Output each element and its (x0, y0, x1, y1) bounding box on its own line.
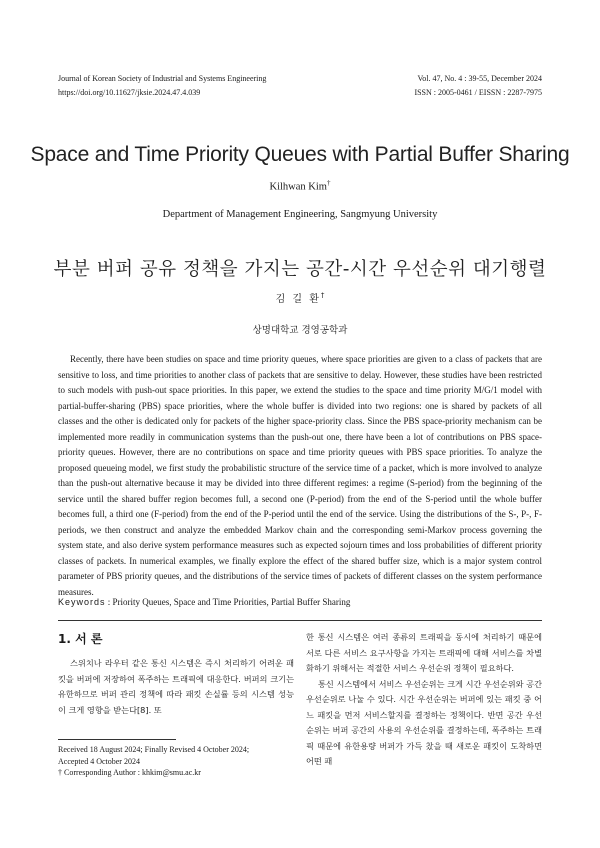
journal-header-right (414, 72, 542, 100)
keywords-label: Keywords (58, 597, 106, 607)
keywords-text: Priority Queues, Space and Time Priorities, Partial Buffer Sharing (112, 597, 351, 607)
right-column (306, 630, 542, 770)
paper-title-ko: 부분 버퍼 공유 정책을 가지는 공간-시간 우선순위 대기행렬 (53, 259, 547, 280)
section-title: 1. 서 론 (58, 632, 103, 646)
right-column-paragraph-2: 통신 시스템에서 서비스 우선순위는 크게 시간 우선순위와 공간 우선순위로 나눌 수 있다. 시간 우선순위는 버퍼에 있는 패킷 중 어느 패킷을 먼저 서비스할지를 결정하는 정책이다. 반면 공간 우선순위는 버퍼 공간의 사용의 우선순위를 결정하는데, 폭주하는 트래픽 때문에 유한용량 버퍼가 가득 찼을 때 새로운 패킷이 도착하면 어떤 패 (306, 678, 542, 766)
affiliation-ko: 상명대학교 경영공학과 (252, 325, 348, 336)
doi-link[interactable]: https://doi.org/10.11627/jksie.2024.47.4.039 (58, 88, 201, 97)
author-ko (0, 290, 600, 305)
author-name-en: Kilhwan Kim (269, 181, 327, 193)
abstract: Recently, there have been studies on space and time priority queues, where space priorities are given to a class of packets that are sensitive to loss, and time priorities to another class of packets that are sensitive to delay. However, these studies have been restricted to such models with push-out space priorities. In this paper, we extend the studies to the space and time priority M/G/1 model with partial-buffer-sharing (PBS) space priorities, where the whole buffer is divided into two regions: one is shared by packets of all classes and the other is dedicated only for packets of the higher space-priority class. Since the PBS space-priority mechanism can be implemented more readily in communication systems than the push-out one, there have been a lot of contributions on PBS space-priority queues. However, there are no contributions on space and time priority queues with PBS space priorities. To analyze the proposed queueing model, we first study the probabilistic structure of the service time of a packet, which is more involved to analyze than the push-out alternative because it may be divided into three different regimes: a regime (S-period) from the beginning of the service until the shared buffer region becomes full, a second one (P-period) from the end of the S-period until the whole buffer becomes full, a third one (F-period) from the end of the P-period until the end of the service. Using the distributions of the S-, P-, F-periods, we then construct and analyze the embedded Markov chain and the corresponding semi-Markov process governing the system state, and also derive system performance measures such as expected sojourn times and loss probabilities of different priority classes of packets. In numerical examples, we finally explore the effect of the shared buffer size, which is a major system control parameter of PBS priority queues, and the distributions of the service times of packets of different classes on the system performance measures. (58, 354, 542, 597)
author-mark: † (326, 179, 331, 187)
author-mark-ko: † (320, 291, 325, 300)
author-en (0, 179, 600, 193)
affiliation-en: Department of Management Engineering, Sangmyung University (162, 209, 438, 220)
volume-info: Vol. 47, No. 4 : 39-55, December 2024 (417, 74, 542, 83)
received-date: Received 18 August 2024; Finally Revised 4 October 2024; (58, 745, 250, 754)
author-name-ko: 김 길 환 (275, 294, 321, 305)
journal-header-left (58, 72, 266, 100)
keywords (58, 597, 542, 607)
corresponding-text: Corresponding Author : khkim@smu.ac.kr (64, 768, 201, 777)
corresponding-author (58, 767, 294, 779)
journal-name: Journal of Korean Society of Industrial and Systems Engineering (58, 74, 267, 83)
left-column (58, 630, 294, 718)
footnote-divider (58, 739, 176, 740)
accepted-date: Accepted 4 October 2024 (58, 756, 140, 766)
left-column-text: 스위치나 라우터 같은 통신 시스템은 즉시 처리하기 어려운 패킷을 버퍼에 저장하여 폭주하는 트래픽에 대응한다. 버퍼의 크기는 유한하므로 버퍼 관리 정책에 따라 패킷 손실률 등의 시스템 성능이 크게 영향을 받는다[8]. 또 (58, 658, 294, 715)
corresponding-mark: † (58, 768, 62, 777)
keywords-separator: : (105, 597, 113, 607)
right-column-paragraph-1: 한 통신 시스템은 여러 종류의 트래픽을 동시에 처리하기 때문에 서로 다른 서비스 요구사항을 가지는 트래픽에 대해 서비스를 차별화하기 위해서는 적절한 서비스 우선순위 정책이 필요하다. (306, 632, 542, 673)
issn-info: ISSN : 2005-0461 / EISSN : 2287-7975 (414, 88, 542, 97)
footnotes (58, 744, 294, 779)
divider (58, 620, 542, 621)
paper-title-en: Space and Time Priority Queues with Partial Buffer Sharing (30, 143, 570, 166)
